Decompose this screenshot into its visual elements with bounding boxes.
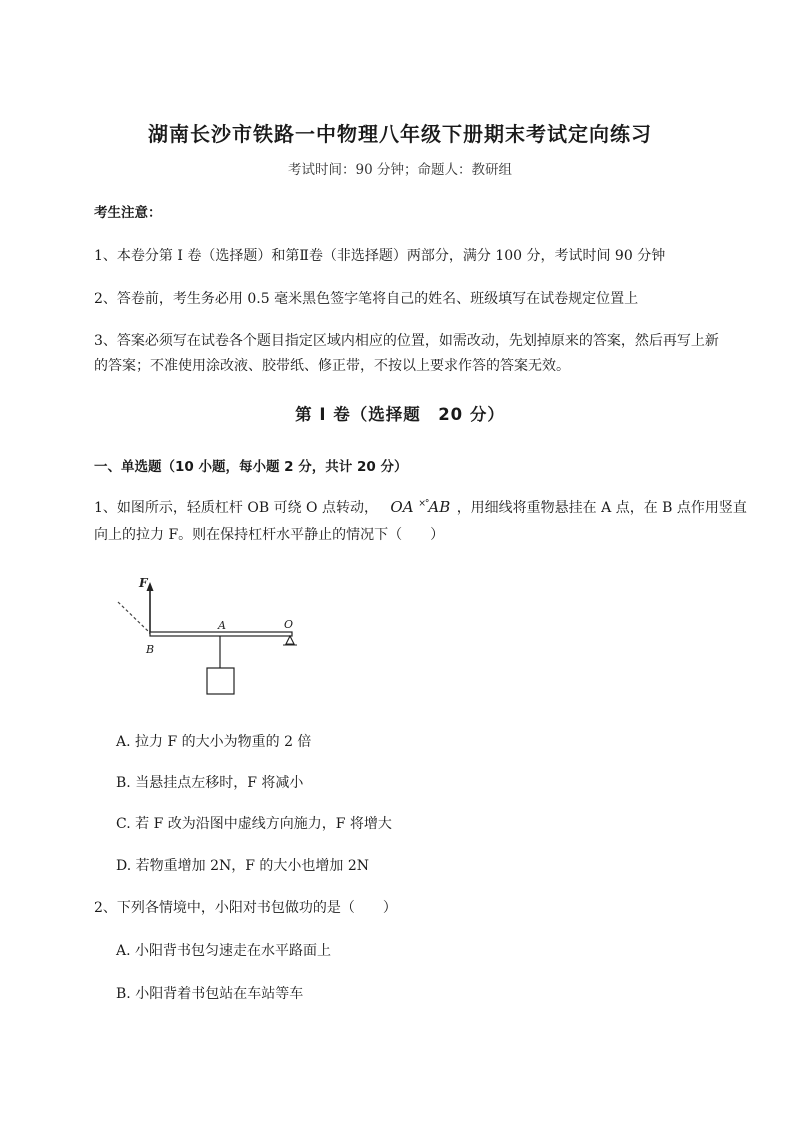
question-1-formula	[390, 498, 450, 516]
section-title: 第 I 卷（选择题 20 分）	[295, 405, 505, 424]
lever-diagram	[110, 572, 310, 702]
notice-item-3: 3、答案必须写在试卷各个题目指定区域内相应的位置，如需改动，先划掉原来的答案，然后再写上新	[94, 333, 719, 349]
pivot-support	[286, 636, 294, 644]
notice-heading: 考生注意：	[94, 205, 162, 221]
label-point-b: B	[146, 643, 155, 656]
lever-bar	[150, 632, 292, 636]
question-2-stem: 2、下列各情境中，小阳对书包做功的是（ ）	[94, 900, 397, 916]
exam-title: 湖南长沙市铁路一中物理八年级下册期末考试定向练习	[148, 122, 652, 146]
question-2-option-b[interactable]: B. 小阳背着书包站在车站等车	[116, 986, 304, 1002]
exam-subtitle: 考试时间：90 分钟；命题人：教研组	[288, 162, 512, 178]
question-2-option-a[interactable]: A. 小阳背书包匀速走在水平路面上	[116, 943, 332, 959]
question-1-option-c[interactable]: C. 若 F 改为沿图中虚线方向施力，F 将增大	[116, 816, 392, 832]
label-force: F	[139, 576, 148, 590]
label-point-o: O	[284, 618, 294, 631]
formula-left: OA	[390, 498, 414, 516]
question-1-stem-part-2: ，用细线将重物悬挂在 A 点，在 B 点作用竖直	[456, 500, 747, 516]
question-1-stem-line-1	[94, 497, 747, 517]
question-1-option-d[interactable]: D. 若物重增加 2N，F 的大小也增加 2N	[116, 858, 370, 874]
label-point-a: A	[218, 619, 226, 632]
question-1-stem-part-1: 1、如图所示，轻质杠杆 OB 可绕 O 点转动，	[94, 500, 378, 516]
part-heading: 一、单选题（10 小题，每小题 2 分，共计 20 分）	[94, 459, 408, 475]
force-arrow-head	[147, 582, 154, 591]
formula-symbol: ×°	[418, 499, 429, 509]
question-1-option-a[interactable]: A. 拉力 F 的大小为物重的 2 倍	[116, 734, 312, 750]
question-1-option-b[interactable]: B. 当悬挂点左移时，F 将减小	[116, 775, 304, 791]
question-1-stem-line-2: 向上的拉力 F。则在保持杠杆水平静止的情况下（ ）	[94, 527, 445, 543]
formula-right: AB	[428, 498, 451, 516]
notice-item-1: 1、本卷分第 I 卷（选择题）和第Ⅱ卷（非选择题）两部分，满分 100 分，考试时间 90 分钟	[94, 248, 666, 264]
notice-item-2: 2、答卷前，考生务必用 0.5 毫米黑色签字笔将自己的姓名、班级填写在试卷规定位置上	[94, 291, 639, 307]
hanging-weight	[207, 668, 234, 694]
dashed-direction-line	[118, 602, 149, 632]
notice-item-3-continued: 的答案；不准使用涂改液、胶带纸、修正带，不按以上要求作答的答案无效。	[94, 358, 570, 374]
